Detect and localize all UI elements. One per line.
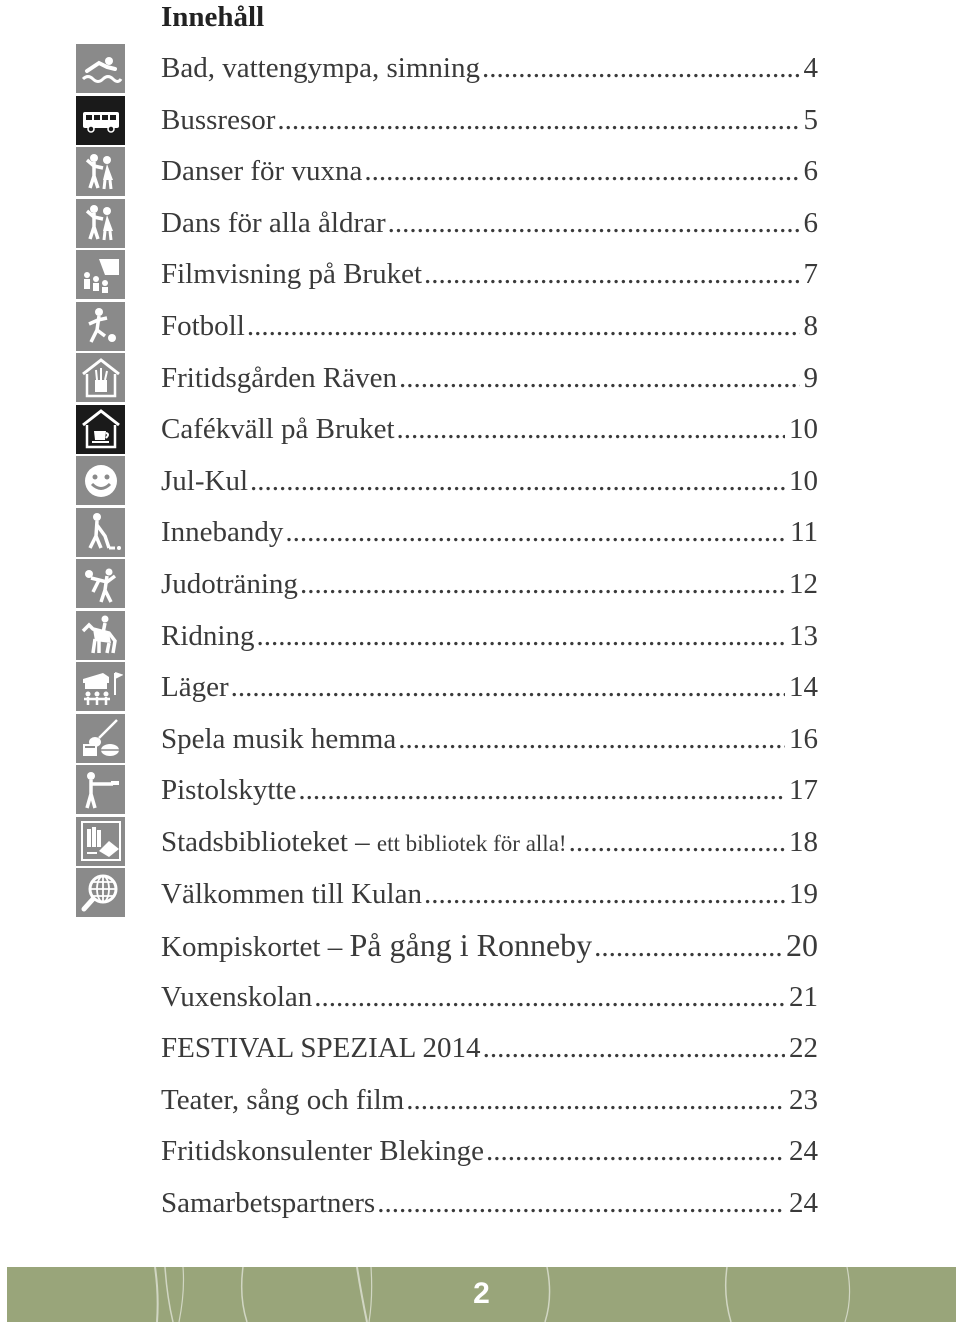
dot-leader — [482, 43, 800, 95]
toc-entry[interactable] — [161, 301, 818, 353]
page-number: 2 — [473, 1277, 490, 1310]
toc-entry[interactable] — [161, 920, 818, 972]
toc-entry-page: 21 — [789, 980, 818, 1013]
dot-leader — [424, 869, 785, 921]
toc-entry[interactable] — [161, 456, 818, 508]
toc-entry-title: Ridning — [161, 619, 255, 652]
toc-entry[interactable] — [161, 611, 818, 663]
toc-entry-title: Teater, sång och film — [161, 1083, 405, 1116]
toc-entry[interactable] — [161, 43, 818, 95]
toc-entry-subtitle: På gång i Ronneby — [349, 927, 593, 964]
toc-entry-title: Fritidsgården Räven — [161, 361, 397, 394]
dot-leader — [300, 559, 785, 611]
toc-entry-page: 24 — [789, 1135, 818, 1168]
dot-leader — [398, 714, 785, 766]
toc-entry-page: 5 — [803, 103, 818, 136]
toc-entry-page: 10 — [789, 413, 818, 446]
dot-leader — [247, 301, 800, 353]
dot-leader — [250, 456, 785, 508]
toc-entry-title: Samarbetspartners — [161, 1187, 376, 1220]
toc-heading: Innehåll — [161, 1, 265, 33]
toc-entry-page: 6 — [803, 155, 818, 188]
toc-entry-page: 20 — [786, 927, 818, 964]
camp-icon — [76, 662, 125, 711]
globe-search-icon — [76, 868, 125, 917]
toc-entry[interactable] — [161, 353, 818, 405]
dot-leader — [424, 249, 800, 301]
floorball-icon — [76, 508, 125, 557]
toc-entry-page: 7 — [803, 258, 818, 291]
toc-entry-title: Pistolskytte — [161, 774, 297, 807]
toc-entry[interactable] — [161, 95, 818, 147]
dot-leader — [406, 1075, 785, 1127]
toc-entry-main-title: Stadsbiblioteket — [161, 825, 348, 858]
dot-leader — [256, 611, 785, 663]
toc-entry-title: Kompiskortet – På gång i Ronneby — [161, 927, 593, 964]
toc-entry-title: Stadsbiblioteket – ett bibliotek för alla! — [161, 825, 567, 858]
toc-entry-page: 24 — [789, 1187, 818, 1220]
toc-entry[interactable] — [161, 662, 818, 714]
icon-column — [76, 44, 125, 920]
football-icon — [76, 302, 125, 351]
toc-entry-page: 11 — [790, 516, 818, 549]
toc-entry[interactable] — [161, 146, 818, 198]
dot-leader — [486, 1126, 785, 1178]
toc-entry[interactable] — [161, 972, 818, 1024]
cafe-icon — [76, 405, 125, 454]
toc-entry-title: Bussresor — [161, 103, 276, 136]
toc-entry-page: 12 — [789, 567, 818, 600]
toc-entry-main-title: Kompiskortet — [161, 931, 321, 964]
pistol-shooting-icon — [76, 765, 125, 814]
toc-entry-page: 22 — [789, 1032, 818, 1065]
toc-entry-page: 10 — [789, 464, 818, 497]
bus-icon — [76, 96, 125, 145]
toc-entry[interactable] — [161, 1126, 818, 1178]
dot-leader — [364, 146, 799, 198]
toc-entry-title: Vuxenskolan — [161, 980, 313, 1013]
toc-entry-title: Fotboll — [161, 309, 245, 342]
toc-entry-subtitle: ett bibliotek för alla! — [376, 830, 567, 856]
dot-leader — [377, 1178, 785, 1230]
toc-entry-title: Läger — [161, 671, 229, 704]
toc-entry-page: 19 — [789, 877, 818, 910]
toc-entry-page: 23 — [789, 1083, 818, 1116]
toc-entry-page: 14 — [789, 671, 818, 704]
dot-leader — [399, 353, 800, 405]
toc-entry[interactable] — [161, 249, 818, 301]
toc-entry[interactable] — [161, 869, 818, 921]
toc-entry-page: 4 — [803, 52, 818, 84]
swimmer-icon — [76, 44, 125, 93]
toc-entry[interactable] — [161, 765, 818, 817]
toc-entry-title: Judoträning — [161, 567, 298, 600]
toc-entry[interactable] — [161, 714, 818, 766]
toc-entry-title: Jul-Kul — [161, 464, 248, 497]
toc-entry[interactable] — [161, 507, 818, 559]
page-footer — [7, 1267, 956, 1322]
toc-entry-page: 8 — [803, 309, 818, 342]
dot-leader — [483, 1023, 785, 1075]
toc-entry[interactable] — [161, 559, 818, 611]
toc-entry[interactable] — [161, 817, 818, 869]
music-instruments-icon — [76, 714, 125, 763]
horse-riding-icon — [76, 611, 125, 660]
toc-entry-page: 18 — [789, 825, 818, 858]
toc-entry-page: 6 — [803, 206, 818, 239]
dot-leader — [231, 662, 785, 714]
dancing-couple-icon — [76, 147, 125, 196]
smiley-icon — [76, 456, 125, 505]
toc-entry[interactable] — [161, 404, 818, 456]
toc-entry-title: Filmvisning på Bruket — [161, 258, 422, 291]
toc-entry[interactable] — [161, 198, 818, 250]
toc-entry[interactable] — [161, 1023, 818, 1075]
toc-entry-title: FESTIVAL SPEZIAL 2014 — [161, 1032, 481, 1065]
judo-icon — [76, 559, 125, 608]
toc-entry-title: Cafékväll på Bruket — [161, 413, 395, 446]
library-icon — [76, 817, 125, 866]
film-screening-icon — [76, 250, 125, 299]
toc-entry[interactable] — [161, 1178, 818, 1230]
toc-entry-page: 9 — [803, 361, 818, 394]
dot-leader — [298, 765, 785, 817]
toc-entry-title: Innebandy — [161, 516, 284, 549]
toc-entry-title: Dans för alla åldrar — [161, 206, 386, 239]
dancing-couple-icon — [76, 199, 125, 248]
dot-leader — [277, 95, 799, 147]
toc-entry-page: 17 — [789, 774, 818, 807]
dot-leader — [569, 817, 785, 869]
toc-entry-title: Danser för vuxna — [161, 155, 363, 188]
dot-leader — [314, 972, 785, 1024]
dot-leader — [397, 404, 785, 456]
toc-entry-page: 13 — [789, 619, 818, 652]
dot-leader — [285, 507, 786, 559]
table-of-contents — [161, 43, 818, 1230]
toc-entry-title: Välkommen till Kulan — [161, 877, 422, 910]
toc-entry-title: Fritidskonsulenter Blekinge — [161, 1135, 484, 1168]
toc-entry-page: 16 — [789, 722, 818, 755]
youth-center-icon — [76, 353, 125, 402]
dot-leader — [388, 198, 800, 250]
toc-entry-title: Spela musik hemma — [161, 722, 397, 755]
toc-entry-title: Bad, vattengympa, simning — [161, 52, 480, 84]
dot-leader — [594, 922, 782, 974]
toc-entry[interactable] — [161, 1075, 818, 1127]
